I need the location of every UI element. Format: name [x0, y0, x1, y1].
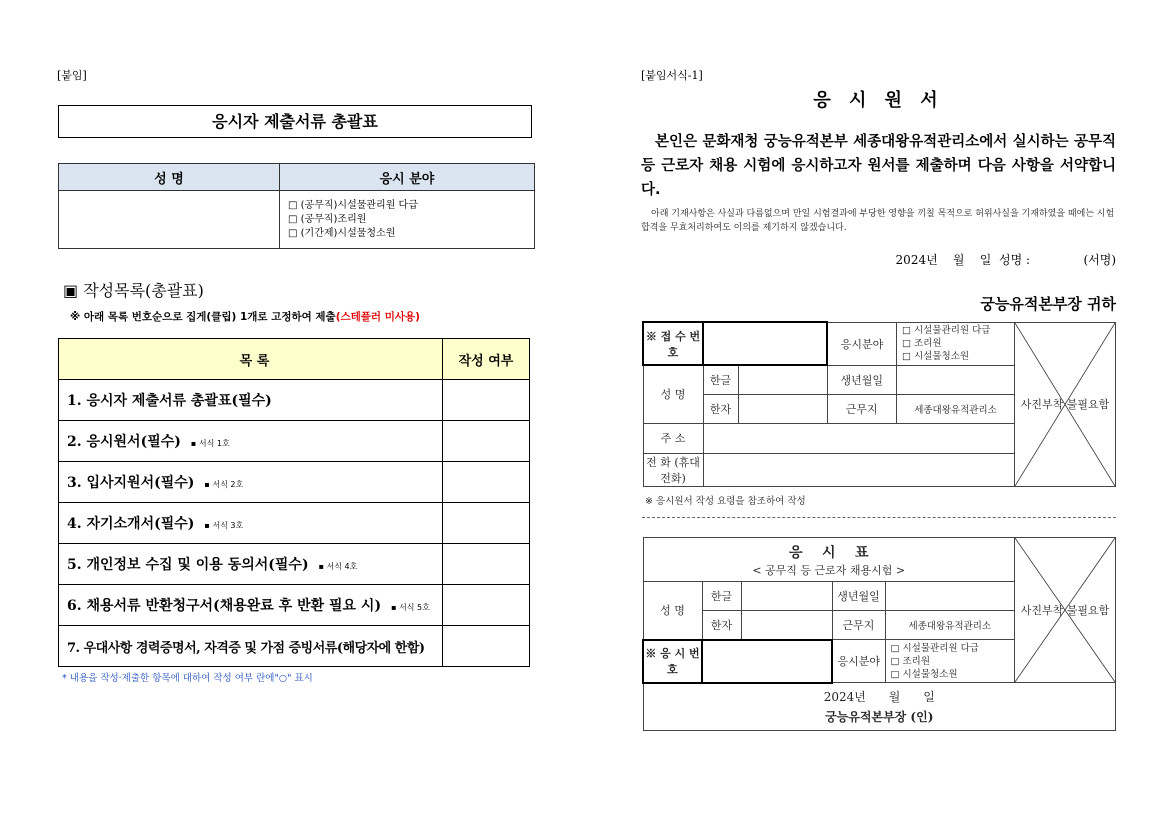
note: ※ 아래 목록 번호순으로 집게(클립) 1개로 고정하여 제출 [70, 311, 336, 323]
photo-note: 사진부착 불필요함 [1020, 398, 1110, 411]
done-header: 작성 여부 [443, 339, 530, 380]
address-field[interactable] [703, 423, 1015, 453]
field-option[interactable]: □ 시설물관리원 다급 [890, 642, 979, 654]
done-cell[interactable] [443, 462, 530, 503]
done-cell[interactable] [443, 503, 530, 544]
item-label: 2. 응시원서(필수) [67, 434, 181, 450]
exam-ticket [642, 537, 1116, 731]
hanja-field[interactable] [738, 394, 827, 423]
ticket-title: 응 시 표 [788, 544, 869, 561]
receipt-no-field[interactable] [703, 322, 827, 365]
form-ref: ▪ 서식 1호 [190, 439, 230, 448]
list-header: 목 록 [59, 339, 443, 380]
field-option[interactable]: □ (공무직)조리원 [288, 213, 367, 225]
name-label: 성 명 [643, 365, 703, 423]
form-ref: ▪ 서식 5호 [391, 603, 430, 612]
ticket-date: 2024년 월 일 [823, 689, 935, 704]
cut-line [642, 517, 1116, 518]
hanja-label: 한자 [702, 611, 741, 640]
workplace-label: 근무지 [827, 394, 897, 423]
hangul-label: 한글 [703, 365, 738, 394]
table-row [59, 626, 530, 667]
ticket-issuer: 궁능유적본부장 (인) [825, 709, 934, 724]
field-option[interactable]: □ (공무직)시설물관리원 다급 [288, 199, 418, 211]
field-option[interactable]: □ 조리원 [890, 655, 931, 667]
table-row [59, 462, 530, 503]
hangul-field[interactable] [738, 365, 827, 394]
phone-field[interactable] [703, 453, 1015, 486]
field-option[interactable]: □ (기간제)시설물청소원 [288, 227, 396, 239]
form-note: ※ 응시원서 작성 요령을 참조하여 작성 [645, 496, 806, 507]
workplace-label: 근무지 [832, 611, 885, 640]
name-header: 성 명 [59, 164, 280, 191]
name-label: 성 명 [643, 582, 702, 640]
attach-label: [붙임] [57, 69, 87, 82]
application-form [642, 321, 1116, 487]
note-red: (스테플러 미사용) [335, 311, 420, 323]
field-option[interactable]: □ 시설물청소원 [890, 668, 958, 680]
photo-box [1015, 322, 1116, 486]
form-ref: ▪ 서식 2호 [204, 480, 244, 489]
addressee: 궁능유적본부장 귀하 [980, 295, 1116, 313]
section-title: ▣ 작성목록(총괄표) [63, 281, 204, 300]
done-cell[interactable] [443, 626, 530, 667]
photo-note: 사진부착 불필요함 [1020, 604, 1110, 617]
done-cell[interactable] [443, 421, 530, 462]
ticket-subtitle: < 공무직 등 근로자 채용시험 > [752, 563, 906, 577]
field-label: 응시분야 [827, 322, 897, 365]
table-row [59, 503, 530, 544]
receipt-no-label: ※ 접 수 번 호 [643, 322, 703, 365]
field-header: 응시 분야 [280, 164, 535, 191]
checklist-table [58, 338, 530, 667]
hanja-label: 한자 [703, 394, 738, 423]
birth-field[interactable] [897, 365, 1015, 394]
field-option[interactable]: □ 조리원 [902, 338, 942, 349]
name-cell[interactable] [59, 191, 280, 249]
item-label: 6. 채용서류 반환청구서(채용완료 후 반환 필요 시) [67, 598, 382, 614]
done-cell[interactable] [443, 585, 530, 626]
birth-label: 생년월일 [827, 365, 897, 394]
birth-field[interactable] [885, 582, 1015, 611]
table-row [59, 380, 530, 421]
item-label: 7. 우대사항 경력증명서, 자격증 및 가점 증빙서류(해당자에 한함) [67, 640, 425, 656]
birth-label: 생년월일 [832, 582, 885, 611]
summary-title: 응시자 제출서류 총괄표 [58, 105, 532, 138]
phone-label: 전 화 (휴대전화) [643, 453, 703, 486]
field-option[interactable]: □ 시설물청소원 [902, 351, 970, 362]
form-ref: ▪ 서식 3호 [204, 521, 244, 530]
form-ref: ▪ 서식 4호 [318, 562, 358, 571]
hanja-field[interactable] [741, 611, 832, 640]
date-signature: 2024년 월 일 성명 : (서명) [895, 253, 1116, 267]
item-label: 4. 자기소개서(필수) [67, 516, 195, 532]
attach-label: [붙임서식-1] [641, 69, 703, 82]
workplace-value: 세종대왕유적관리소 [885, 611, 1015, 640]
exam-no-label: ※ 응 시 번 호 [643, 640, 702, 683]
hangul-field[interactable] [741, 582, 832, 611]
item-label: 5. 개인정보 수집 및 이용 동의서(필수) [67, 557, 309, 573]
field-option[interactable]: □ 시설물관리원 다급 [902, 325, 991, 336]
table-row [59, 544, 530, 585]
field-label: 응시분야 [832, 640, 885, 683]
item-label: 1. 응시자 제출서류 총괄표(필수) [67, 393, 272, 409]
address-label: 주 소 [643, 423, 703, 453]
footnote: * 내용을 작성·제출한 항목에 대하여 작성 여부 란에"○" 표시 [62, 673, 313, 684]
workplace-value: 세종대왕유적관리소 [897, 394, 1015, 423]
form-title: 응 시 원 서 [813, 90, 944, 111]
done-cell[interactable] [443, 380, 530, 421]
item-label: 3. 입사지원서(필수) [67, 475, 195, 491]
exam-no-field[interactable] [702, 640, 832, 683]
hangul-label: 한글 [702, 582, 741, 611]
table-row [59, 585, 530, 626]
pledge: 본인은 문화재청 궁능유적본부 세종대왕유적관리소에서 실시하는 공무직 등 근로자 채용 시험에 응시하고자 원서를 제출하며 다음 사항을 서약합니다. [641, 134, 1116, 198]
photo-box [1015, 538, 1116, 683]
table-row [59, 421, 530, 462]
done-cell[interactable] [443, 544, 530, 585]
applicant-table [58, 163, 535, 249]
disclaimer: 아래 기재사항은 사실과 다름없으며 만일 시험결과에 부당한 영향을 끼칠 목적으로 허위사실을 기재하였을 때에는 시험합격을 무효처리하여도 이의를 제기하지 않겠습니다. [641, 209, 1115, 233]
